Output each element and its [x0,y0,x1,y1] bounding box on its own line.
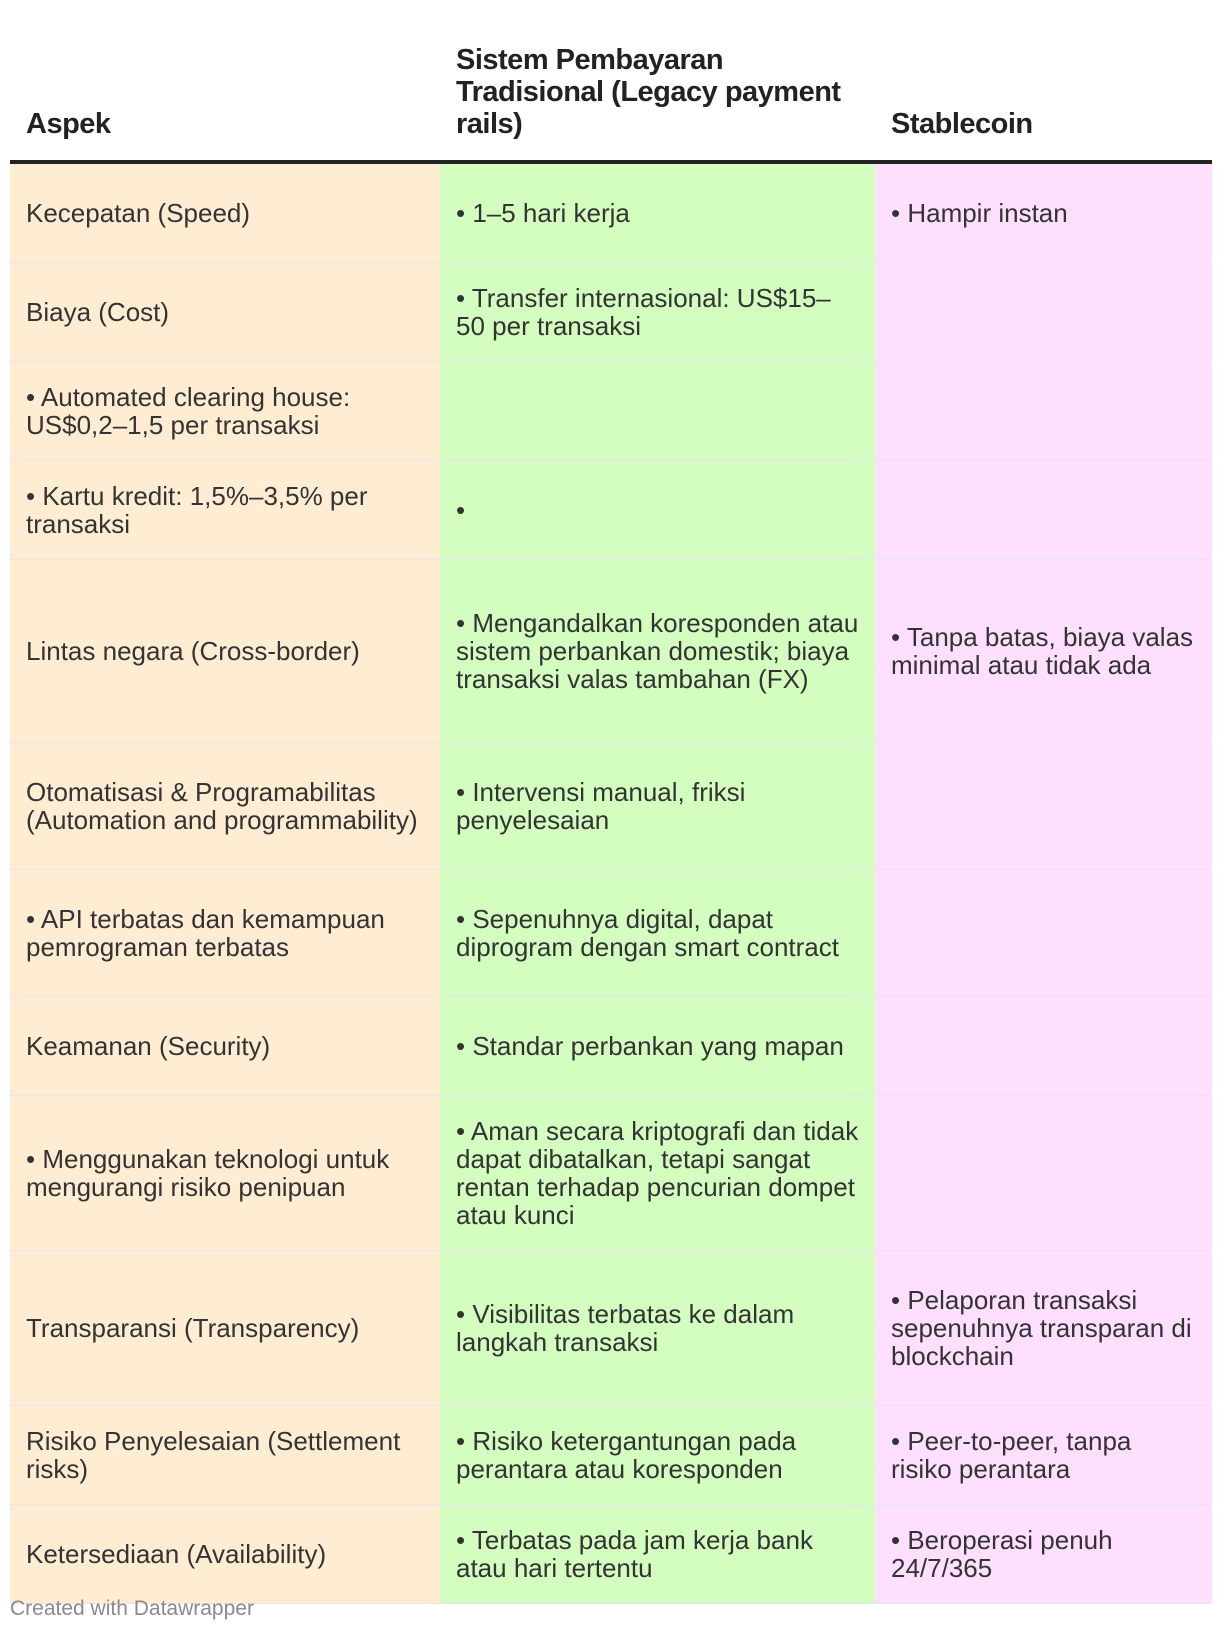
aspect-cell: Lintas negara (Cross-border) [10,560,440,743]
aspect-cell: • API terbatas dan kemampuan pemrograman terbatas [10,870,440,997]
legacy-cell: • Transfer internasional: US$15–50 per transaksi [440,263,875,362]
table-row [10,870,1212,997]
table-row [10,1251,1212,1406]
table-row [10,263,1212,362]
table-row [10,560,1212,743]
table-row [10,162,1212,263]
stablecoin-cell: • Pelaporan transaksi sepenuhnya transparan di blockchain [875,1251,1212,1406]
table-row [10,997,1212,1096]
legacy-cell: • Aman secara kriptografi dan tidak dapat dibatalkan, tetapi sangat rentan terhadap pencurian dompet atau kunci [440,1096,875,1251]
aspect-cell: Risiko Penyelesaian (Settlement risks) [10,1406,440,1505]
table-header [10,0,1212,162]
legacy-cell: • Mengandalkan koresponden atau sistem perbankan domestik; biaya transaksi valas tambahan (FX) [440,560,875,743]
table-row [10,1505,1212,1604]
table-row [10,743,1212,870]
stablecoin-cell: • Peer-to-peer, tanpa risiko perantara [875,1406,1212,1505]
legacy-cell: • Standar perbankan yang mapan [440,997,875,1096]
stablecoin-cell: • Beroperasi penuh 24/7/365 [875,1505,1212,1604]
aspect-cell: • Automated clearing house: US$0,2–1,5 per transaksi [10,362,440,461]
header-aspek: Aspek [10,0,440,162]
comparison-table-wrapper [10,0,1212,1604]
legacy-cell: • [440,461,875,560]
stablecoin-cell: • Hampir instan [875,162,1212,263]
aspect-cell: Biaya (Cost) [10,263,440,362]
header-legacy-payment: Sistem Pembayaran Tradisional (Legacy payment rails) [440,0,875,162]
legacy-cell: • 1–5 hari kerja [440,162,875,263]
legacy-cell: • Terbatas pada jam kerja bank atau hari tertentu [440,1505,875,1604]
legacy-cell: • Intervensi manual, friksi penyelesaian [440,743,875,870]
stablecoin-cell [875,997,1212,1096]
stablecoin-cell [875,263,1212,362]
header-row [10,0,1212,162]
aspect-cell: • Kartu kredit: 1,5%–3,5% per transaksi [10,461,440,560]
legacy-cell [440,362,875,461]
stablecoin-cell [875,1096,1212,1251]
table-row [10,1096,1212,1251]
datawrapper-credit: Created with Datawrapper [10,1597,254,1620]
table-row [10,362,1212,461]
table-row [10,1406,1212,1505]
table-row [10,461,1212,560]
stablecoin-cell: • Tanpa batas, biaya valas minimal atau tidak ada [875,560,1212,743]
table-body [10,162,1212,1604]
aspect-cell: Transparansi (Transparency) [10,1251,440,1406]
comparison-table [10,0,1212,1604]
aspect-cell: Keamanan (Security) [10,997,440,1096]
aspect-cell: Kecepatan (Speed) [10,162,440,263]
legacy-cell: • Sepenuhnya digital, dapat diprogram dengan smart contract [440,870,875,997]
legacy-cell: • Visibilitas terbatas ke dalam langkah transaksi [440,1251,875,1406]
aspect-cell: Otomatisasi & Programabilitas (Automation and programmability) [10,743,440,870]
stablecoin-cell [875,743,1212,870]
legacy-cell: • Risiko ketergantungan pada perantara atau koresponden [440,1406,875,1505]
aspect-cell: • Menggunakan teknologi untuk mengurangi risiko penipuan [10,1096,440,1251]
aspect-cell: Ketersediaan (Availability) [10,1505,440,1604]
stablecoin-cell [875,362,1212,461]
stablecoin-cell [875,870,1212,997]
stablecoin-cell [875,461,1212,560]
header-stablecoin: Stablecoin [875,0,1212,162]
